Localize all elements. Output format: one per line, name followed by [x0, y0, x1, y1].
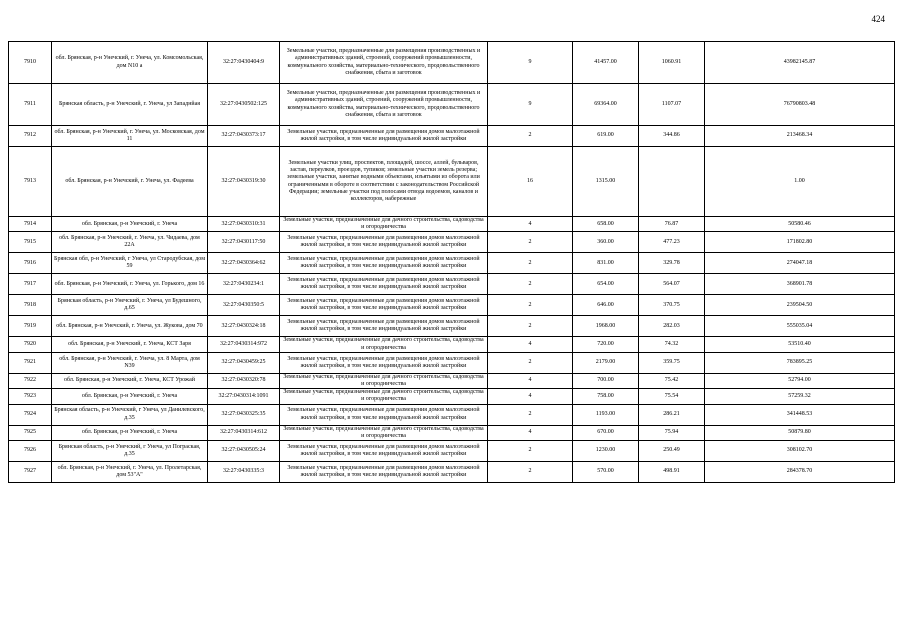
- cell-land-use: Земельные участки, предназначенные для дачного строительства, садоводства и огородничества: [280, 373, 488, 388]
- cell-specific-value: 329.78: [639, 253, 705, 274]
- cell-row-number: 7927: [9, 462, 52, 483]
- cell-category: 2: [488, 462, 573, 483]
- cell-land-use: Земельные участки, предназначенные для дачного строительства, садоводства и огородничества: [280, 389, 488, 404]
- cell-category: 2: [488, 232, 573, 253]
- cell-cadastral-number: 32:27:0430335:3: [208, 462, 280, 483]
- table-row: [9, 441, 895, 462]
- table-row: [9, 404, 895, 425]
- cell-row-number: 7917: [9, 274, 52, 295]
- cell-area: 1193.00: [573, 404, 639, 425]
- cell-address: обл. Брянская, р-н Унечский, г. Унеча, ул. Чидаева, дом 22А: [52, 232, 208, 253]
- cell-cadastral-number: 32:27:0430117:50: [208, 232, 280, 253]
- cell-cadastral-value: 43982145.87: [705, 42, 895, 84]
- cell-category: 4: [488, 373, 573, 388]
- cell-area: 360.00: [573, 232, 639, 253]
- cell-area: 658.00: [573, 217, 639, 232]
- cell-address: обл. Брянская, р-н Унечский, г. Унеча: [52, 217, 208, 232]
- cell-row-number: 7923: [9, 389, 52, 404]
- cell-area: 700.00: [573, 373, 639, 388]
- cell-category: 2: [488, 126, 573, 147]
- cell-cadastral-value: 76790803.48: [705, 84, 895, 126]
- cell-cadastral-number: 32:27:0430314:972: [208, 337, 280, 352]
- cell-cadastral-number: 32:27:0430404:9: [208, 42, 280, 84]
- cell-cadastral-number: 32:27:0430319:30: [208, 147, 280, 217]
- cell-cadastral-value: 284378.70: [705, 462, 895, 483]
- cell-specific-value: 75.42: [639, 373, 705, 388]
- cell-land-use: Земельные участки, предназначенные для размещения домов малоэтажной жилой застройки, в том числе индивидуальной жилой застройки: [280, 316, 488, 337]
- cell-land-use: Земельные участки, предназначенные для дачного строительства, садоводства и огородничества: [280, 337, 488, 352]
- cell-row-number: 7912: [9, 126, 52, 147]
- cell-area: 570.00: [573, 462, 639, 483]
- table-row: [9, 425, 895, 440]
- cell-address: обл. Брянская, р-н Унечский, г. Унеча: [52, 425, 208, 440]
- cell-cadastral-value: 213468.34: [705, 126, 895, 147]
- cell-cadastral-value: 52794.00: [705, 373, 895, 388]
- table-row: [9, 373, 895, 388]
- cell-cadastral-value: 53510.40: [705, 337, 895, 352]
- cell-specific-value: 75.54: [639, 389, 705, 404]
- cell-address: обл. Брянская, р-н Унечский, г. Унеча: [52, 389, 208, 404]
- cell-land-use: Земельные участки, предназначенные для размещения домов малоэтажной жилой застройки, в том числе индивидуальной жилой застройки: [280, 295, 488, 316]
- cell-land-use: Земельные участки, предназначенные для размещения домов малоэтажной жилой застройки, в том числе индивидуальной жилой застройки: [280, 126, 488, 147]
- cell-category: 2: [488, 404, 573, 425]
- cell-category: 2: [488, 274, 573, 295]
- table-row: [9, 316, 895, 337]
- cell-specific-value: 1060.91: [639, 42, 705, 84]
- cell-cadastral-number: 32:27:0430314:1091: [208, 389, 280, 404]
- cell-specific-value: 74.32: [639, 337, 705, 352]
- cell-cadastral-number: 32:27:0430373:17: [208, 126, 280, 147]
- cell-cadastral-number: 32:27:0430324:18: [208, 316, 280, 337]
- cell-area: 619.00: [573, 126, 639, 147]
- cell-row-number: 7910: [9, 42, 52, 84]
- cell-specific-value: 75.94: [639, 425, 705, 440]
- cell-row-number: 7926: [9, 441, 52, 462]
- cell-land-use: Земельные участки, предназначенные для размещения производственных и административных зданий, строений, сооружений промышленности, коммунального хозяйства, материально-технического, продовольственного снабжения, сбыта и заготовок: [280, 84, 488, 126]
- cell-specific-value: 286.21: [639, 404, 705, 425]
- table-row: [9, 84, 895, 126]
- cell-specific-value: 282.03: [639, 316, 705, 337]
- cell-category: 2: [488, 253, 573, 274]
- cell-row-number: 7921: [9, 352, 52, 373]
- table-row: [9, 42, 895, 84]
- cell-cadastral-value: 308102.70: [705, 441, 895, 462]
- cell-row-number: 7913: [9, 147, 52, 217]
- table-row: [9, 337, 895, 352]
- cell-category: 2: [488, 352, 573, 373]
- cell-area: 1315.00: [573, 147, 639, 217]
- page-number: 424: [871, 14, 885, 24]
- cell-cadastral-number: 32:27:0430310:31: [208, 217, 280, 232]
- cell-land-use: Земельные участки, предназначенные для размещения домов малоэтажной жилой застройки, в том числе индивидуальной жилой застройки: [280, 253, 488, 274]
- cell-row-number: 7924: [9, 404, 52, 425]
- cell-specific-value: 498.91: [639, 462, 705, 483]
- cell-cadastral-number: 32:27:0430234:1: [208, 274, 280, 295]
- cell-land-use: Земельные участки, предназначенные для размещения домов малоэтажной жилой застройки, в том числе индивидуальной жилой застройки: [280, 441, 488, 462]
- table-row: [9, 232, 895, 253]
- cell-specific-value: 370.75: [639, 295, 705, 316]
- cell-specific-value: 359.75: [639, 352, 705, 373]
- cell-area: 41457.00: [573, 42, 639, 84]
- cell-area: 646.00: [573, 295, 639, 316]
- cell-category: 4: [488, 425, 573, 440]
- cell-area: 831.00: [573, 253, 639, 274]
- cell-row-number: 7916: [9, 253, 52, 274]
- cell-cadastral-value: 555035.04: [705, 316, 895, 337]
- cell-row-number: 7911: [9, 84, 52, 126]
- cell-address: обл. Брянская, р-н Унечский, г. Унеча, КСТ Заря: [52, 337, 208, 352]
- cell-land-use: Земельные участки, предназначенные для размещения домов малоэтажной жилой застройки, в том числе индивидуальной жилой застройки: [280, 232, 488, 253]
- table-row: [9, 147, 895, 217]
- cell-cadastral-number: 32:27:0430350:5: [208, 295, 280, 316]
- cell-area: 1968.00: [573, 316, 639, 337]
- cell-cadastral-value: 783895.25: [705, 352, 895, 373]
- cell-area: 654.00: [573, 274, 639, 295]
- cell-address: обл. Брянская, р-н Унечский, г. Унеча, ул. 8 Марта, дом N39: [52, 352, 208, 373]
- cell-category: 2: [488, 295, 573, 316]
- cell-row-number: 7919: [9, 316, 52, 337]
- cell-category: 2: [488, 441, 573, 462]
- cell-cadastral-value: 239504.50: [705, 295, 895, 316]
- table-row: [9, 462, 895, 483]
- table-row: [9, 126, 895, 147]
- cell-land-use: Земельные участки улиц, проспектов, площадей, шоссе, аллей, бульваров, застав, переулков, проездов, тупиков; земельные участки земель резерва; земельные участки, занятые водными объектами, изъятыми из оборота или ограниченными в обороте в соответствии с законодательством Российской Федерации; земельные участки под полосами отвода водоемов, каналов и коллекторов, набережные: [280, 147, 488, 217]
- cell-address: обл. Брянская, р-н Унечский, г. Унеча, ул. Жукова, дом 70: [52, 316, 208, 337]
- cell-address: Брянская обл, р-н Унечский, г Унеча, ул Стародубская, дом 59: [52, 253, 208, 274]
- cell-specific-value: 477.23: [639, 232, 705, 253]
- cell-address: обл. Брянская, р-н Унечский, г. Унеча, ул. Московская, дом 11: [52, 126, 208, 147]
- cell-row-number: 7915: [9, 232, 52, 253]
- cell-cadastral-value: 274047.18: [705, 253, 895, 274]
- cell-address: Брянская область, р-н Унечский, г Унеча, ул Данилевского, д.35: [52, 404, 208, 425]
- cell-category: 2: [488, 316, 573, 337]
- cell-cadastral-value: 341448.53: [705, 404, 895, 425]
- cell-address: обл. Брянская, р-н Унечский, г. Унеча, ул. Комсомольская, дом N10 а: [52, 42, 208, 84]
- cell-row-number: 7925: [9, 425, 52, 440]
- cell-specific-value: [639, 147, 705, 217]
- cell-cadastral-value: 171802.80: [705, 232, 895, 253]
- cell-address: обл. Брянская, р-н Унечский, г. Унеча, КСТ Урожай: [52, 373, 208, 388]
- cell-specific-value: 564.07: [639, 274, 705, 295]
- cell-land-use: Земельные участки, предназначенные для размещения домов малоэтажной жилой застройки, в том числе индивидуальной жилой застройки: [280, 274, 488, 295]
- land-registry-table: [8, 41, 895, 483]
- cell-area: 670.00: [573, 425, 639, 440]
- cell-specific-value: 1107.07: [639, 84, 705, 126]
- cell-area: 720.00: [573, 337, 639, 352]
- cell-address: обл. Брянская, р-н Унечский, г. Унеча, ул. Пролетарская, дом 53"А": [52, 462, 208, 483]
- cell-category: 9: [488, 84, 573, 126]
- cell-category: 4: [488, 217, 573, 232]
- cell-address: обл. Брянская, р-н Унечский, г. Унеча, ул. Фадеева: [52, 147, 208, 217]
- cell-row-number: 7922: [9, 373, 52, 388]
- cell-cadastral-number: 32:27:0430314:612: [208, 425, 280, 440]
- cell-row-number: 7920: [9, 337, 52, 352]
- cell-address: Брянская область, р-н Унечский, г Унеча, ул Пограская, д.35: [52, 441, 208, 462]
- cell-area: 69364.00: [573, 84, 639, 126]
- table-row: [9, 253, 895, 274]
- cell-land-use: Земельные участки, предназначенные для размещения домов малоэтажной жилой застройки, в том числе индивидуальной жилой застройки: [280, 404, 488, 425]
- cell-address: Брянская область, р-н Унечский, г. Унеча, ул Будешного, д.65: [52, 295, 208, 316]
- cell-cadastral-number: 32:27:0430325:35: [208, 404, 280, 425]
- cell-area: 1230.00: [573, 441, 639, 462]
- table-body: [9, 42, 895, 483]
- cell-cadastral-number: 32:27:0430320:78: [208, 373, 280, 388]
- cell-cadastral-value: 1.00: [705, 147, 895, 217]
- cell-land-use: Земельные участки, предназначенные для размещения домов малоэтажной жилой застройки, в том числе индивидуальной жилой застройки: [280, 462, 488, 483]
- cell-category: 9: [488, 42, 573, 84]
- table-row: [9, 352, 895, 373]
- cell-row-number: 7918: [9, 295, 52, 316]
- table-row: [9, 295, 895, 316]
- cell-land-use: Земельные участки, предназначенные для размещения производственных и административных зданий, строений, сооружений промышленности, коммунального хозяйства, материально-технического, продовольственного снабжения, сбыта и заготовок: [280, 42, 488, 84]
- cell-category: 4: [488, 337, 573, 352]
- table-row: [9, 274, 895, 295]
- cell-address: обл. Брянская, р-н Унечский, г. Унеча, ул. Горького, дом 16: [52, 274, 208, 295]
- cell-category: 16: [488, 147, 573, 217]
- cell-row-number: 7914: [9, 217, 52, 232]
- table-row: [9, 217, 895, 232]
- cell-cadastral-value: 50879.80: [705, 425, 895, 440]
- cell-cadastral-value: 57259.32: [705, 389, 895, 404]
- table-row: [9, 389, 895, 404]
- cell-land-use: Земельные участки, предназначенные для размещения домов малоэтажной жилой застройки, в том числе индивидуальной жилой застройки: [280, 352, 488, 373]
- cell-category: 4: [488, 389, 573, 404]
- cell-specific-value: 76.87: [639, 217, 705, 232]
- cell-cadastral-number: 32:27:0430459:25: [208, 352, 280, 373]
- cell-address: Брянская область, р-н Унечский, г. Унеча, ул Западнйая: [52, 84, 208, 126]
- cell-land-use: Земельные участки, предназначенные для дачного строительства, садоводства и огородничества: [280, 217, 488, 232]
- cell-area: 758.00: [573, 389, 639, 404]
- cell-specific-value: 344.86: [639, 126, 705, 147]
- cell-cadastral-number: 32:27:0430502:125: [208, 84, 280, 126]
- cell-cadastral-value: 368901.78: [705, 274, 895, 295]
- cell-specific-value: 250.49: [639, 441, 705, 462]
- cell-area: 2179.00: [573, 352, 639, 373]
- cell-land-use: Земельные участки, предназначенные для дачного строительства, садоводства и огородничества: [280, 425, 488, 440]
- cell-cadastral-value: 50580.46: [705, 217, 895, 232]
- cell-cadastral-number: 32:27:0430364:62: [208, 253, 280, 274]
- cell-cadastral-number: 32:27:0430505:24: [208, 441, 280, 462]
